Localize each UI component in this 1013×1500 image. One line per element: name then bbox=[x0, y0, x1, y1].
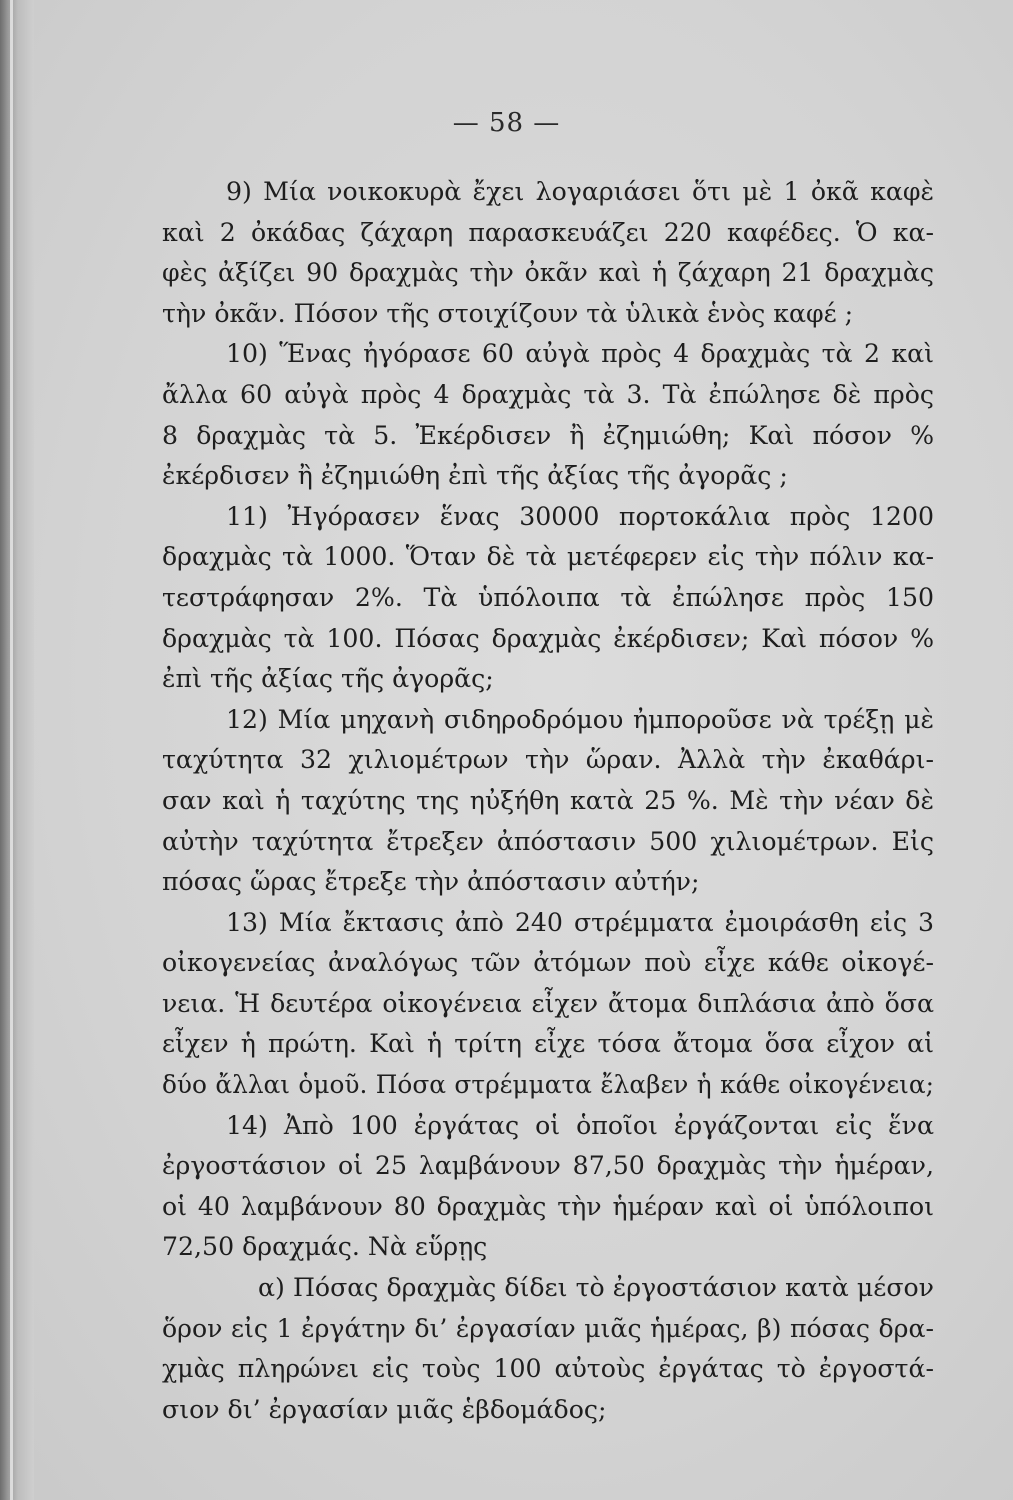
text-line: 14) Ἀπὸ 100 ἐργάτας οἱ ὁποῖοι ἐργάζονται εἰς ἕνα bbox=[226, 1110, 934, 1140]
text-line: 10) Ἕνας ἠγόρασε 60 αὐγὰ πρὸς 4 δραχμὰς τὰ 2 καὶ bbox=[226, 339, 934, 369]
text-line: α) Πόσας δραχμὰς δίδει τὸ ἐργοστάσιον κατὰ μέσον bbox=[258, 1273, 934, 1303]
text-line: 13) Μία ἔκτασις ἀπὸ 240 στρέμματα ἐμοιράσθη εἰς 3 bbox=[226, 907, 934, 937]
page-body-text bbox=[162, 172, 934, 1430]
text-line: δραχμὰς τὰ 100. Πόσας δραχμὰς ἐκέρδισεν; Καὶ πόσον % bbox=[162, 623, 934, 653]
text-line: 9) Μία νοικοκυρὰ ἔχει λογαριάσει ὅτι μὲ 1 ὀκᾶ καφὲ bbox=[226, 177, 934, 206]
text-line: τὴν ὀκᾶν. Πόσον τῆς στοιχίζουν τὰ ὑλικὰ ἑνὸς καφέ ; bbox=[162, 298, 854, 328]
text-line: αὐτὴν ταχύτητα ἔτρεξεν ἀπόστασιν 500 χιλιομέτρων. Εἰς bbox=[162, 826, 934, 856]
text-line: χμὰς πληρώνει εἰς τοὺς 100 αὐτοὺς ἐργάτας τὸ ἐργοστά- bbox=[162, 1354, 934, 1384]
text-line: ἐργοστάσιον οἱ 25 λαμβάνουν 87,50 δραχμὰς τὴν ἡμέραν, bbox=[162, 1151, 934, 1181]
text-line: τεστράφησαν 2%. Τὰ ὑπόλοιπα τὰ ἐπώλησε πρὸς 150 bbox=[162, 582, 934, 612]
text-line: ὅρον εἰς 1 ἐργάτην δι’ ἐργασίαν μιᾶς ἡμέρας, β) πόσας δρα- bbox=[162, 1313, 934, 1343]
text-line: ἐπὶ τῆς ἀξίας τῆς ἀγορᾶς; bbox=[162, 664, 494, 694]
binding-highlight bbox=[10, 0, 13, 1500]
text-line: 8 δραχμὰς τὰ 5. Ἐκέρδισεν ἢ ἐζημιώθη; Καὶ πόσον % bbox=[162, 420, 934, 450]
text-line: δύο ἄλλαι ὁμοῦ. Πόσα στρέμματα ἔλαβεν ἡ κάθε οἰκογένεια; bbox=[162, 1070, 934, 1100]
text-line: οἱ 40 λαμβάνουν 80 δραχμὰς τὴν ἡμέραν καὶ οἱ ὑπόλοιποι bbox=[162, 1191, 934, 1221]
text-line: ἐκέρδισεν ἢ ἐζημιώθη ἐπὶ τῆς ἀξίας τῆς ἀγορᾶς ; bbox=[162, 461, 788, 491]
text-line: 11) Ἠγόρασεν ἕνας 30000 πορτοκάλια πρὸς 1200 bbox=[226, 501, 934, 531]
book-binding-shadow bbox=[0, 0, 34, 1500]
text-line: νεια. Ἡ δευτέρα οἰκογένεια εἶχεν ἄτομα διπλάσια ἀπὸ ὅσα bbox=[162, 988, 934, 1018]
text-line: ταχύτητα 32 χιλιομέτρων τὴν ὥραν. Ἀλλὰ τὴν ἐκαθάρι- bbox=[162, 745, 934, 775]
text-line: φὲς ἀξίζει 90 δραχμὰς τὴν ὀκᾶν καὶ ἡ ζάχαρη 21 δραχμὰς bbox=[162, 258, 934, 288]
text-line: 12) Μία μηχανὴ σιδηροδρόμου ἠμποροῦσε νὰ τρέξῃ μὲ bbox=[226, 704, 934, 734]
text-line: ἄλλα 60 αὐγὰ πρὸς 4 δραχμὰς τὰ 3. Τὰ ἐπώλησε δὲ πρὸς bbox=[162, 379, 934, 409]
text-line: δραχμὰς τὰ 1000. Ὅταν δὲ τὰ μετέφερεν εἰς τὴν πόλιν κα- bbox=[162, 542, 934, 572]
page-number: — 58 — bbox=[452, 108, 561, 138]
text-line: πόσας ὥρας ἔτρεξε τὴν ἀπόστασιν αὐτήν; bbox=[162, 867, 700, 897]
text-line: εἶχεν ἡ πρώτη. Καὶ ἡ τρίτη εἶχε τόσα ἄτομα ὅσα εἶχον αἱ bbox=[162, 1029, 934, 1059]
text-line: οἰκογενείας ἀναλόγως τῶν ἀτόμων ποὺ εἶχε κάθε οἰκογέ- bbox=[162, 948, 934, 978]
text-line: σιον δι’ ἐργασίαν μιᾶς ἑβδομάδος; bbox=[162, 1394, 607, 1424]
text-line: σαν καὶ ἡ ταχύτης της ηὐξήθη κατὰ 25 %. Μὲ τὴν νέαν δὲ bbox=[162, 785, 934, 815]
text-line: καὶ 2 ὀκάδας ζάχαρη παρασκευάζει 220 καφέδες. Ὁ κα- bbox=[162, 217, 934, 247]
text-line: 72,50 δραχμάς. Νὰ εὕρῃς bbox=[162, 1232, 488, 1262]
